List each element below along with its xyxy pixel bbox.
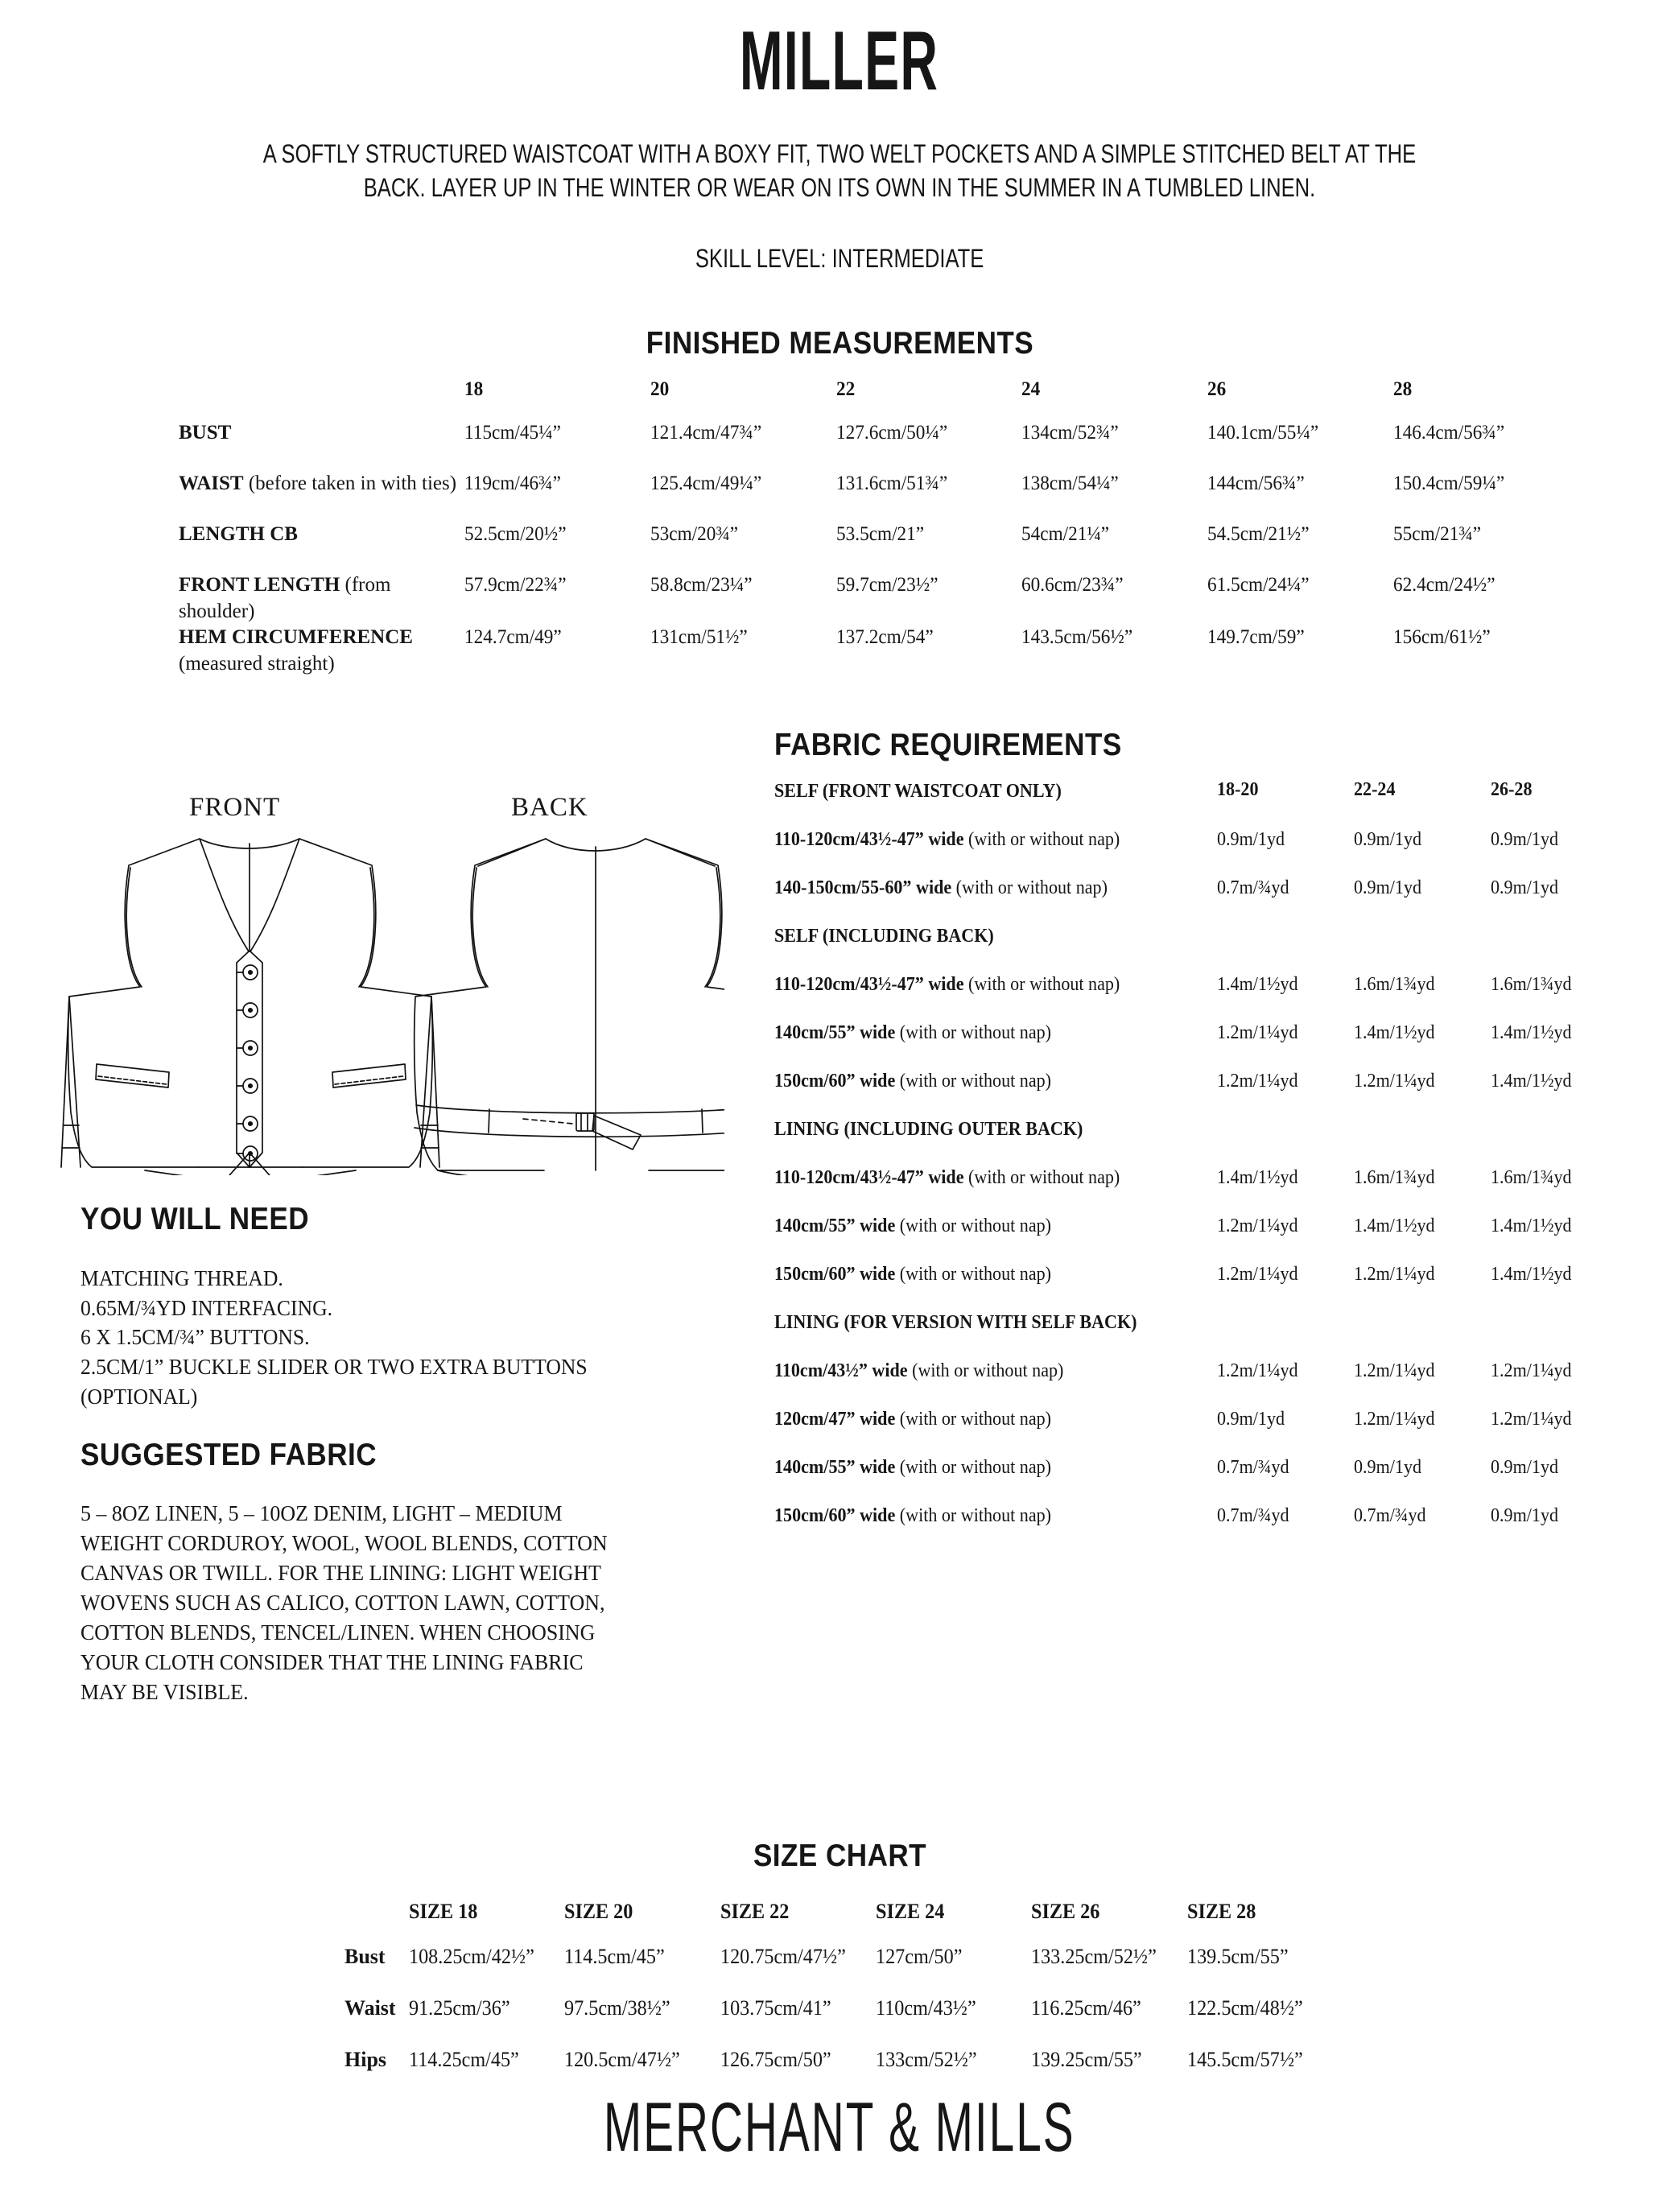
table-cell: 1.4m/1½yd bbox=[1491, 1215, 1572, 1236]
column-header: 22 bbox=[835, 378, 855, 400]
column-header: 22-24 bbox=[1354, 779, 1396, 800]
table-cell: 0.7m/¾yd bbox=[1354, 1505, 1426, 1526]
page-title bbox=[0, 14, 1679, 108]
table-cell: 139.25cm/55” bbox=[1031, 2048, 1142, 2071]
table-row bbox=[774, 1069, 1627, 1117]
size-chart-heading: SIZE CHART bbox=[753, 1839, 926, 1873]
table-cell: 145.5cm/57½” bbox=[1186, 2048, 1303, 2071]
row-label: 150cm/60” wide (with or without nap) bbox=[774, 1505, 1052, 1526]
table-cell: 1.2m/1¼yd bbox=[1217, 1360, 1298, 1381]
row-label: LENGTH CB bbox=[179, 523, 298, 545]
suggested-fabric-heading: SUGGESTED FABRIC bbox=[80, 1438, 377, 1472]
table-cell: 61.5cm/24¼” bbox=[1207, 574, 1310, 596]
table-cell: 0.7m/¾yd bbox=[1217, 877, 1289, 898]
table-cell: 116.25cm/46” bbox=[1031, 1996, 1142, 2020]
table-cell: 62.4cm/24½” bbox=[1393, 574, 1495, 596]
table-cell: 139.5cm/55” bbox=[1186, 1945, 1289, 1968]
table-cell: 0.7m/¾yd bbox=[1217, 1505, 1289, 1526]
table-cell: 1.4m/1½yd bbox=[1491, 1071, 1572, 1092]
column-header: SIZE 26 bbox=[1031, 1900, 1100, 1923]
table-row bbox=[344, 1996, 1343, 2048]
table-cell: 125.4cm/49¼” bbox=[650, 473, 761, 494]
table-cell: 122.5cm/48½” bbox=[1186, 1996, 1303, 2020]
table-row bbox=[179, 625, 1579, 677]
table-cell: 1.6m/1¾yd bbox=[1491, 1167, 1572, 1188]
table-cell: 146.4cm/56¾” bbox=[1393, 422, 1505, 444]
table-cell: 114.25cm/45” bbox=[409, 2048, 519, 2071]
right-welt-pocket bbox=[332, 1064, 406, 1087]
table-cell: 131cm/51½” bbox=[650, 626, 748, 648]
front-view-illustration bbox=[61, 839, 439, 1175]
back-view-label: BACK bbox=[511, 793, 588, 822]
row-label: 140cm/55” wide (with or without nap) bbox=[774, 1457, 1052, 1478]
left-welt-pocket bbox=[96, 1064, 169, 1087]
table-cell: 1.2m/1¼yd bbox=[1217, 1215, 1298, 1236]
table-cell: 1.2m/1¼yd bbox=[1354, 1409, 1435, 1430]
technical-drawings bbox=[56, 793, 724, 1139]
group-label: SELF (INCLUDING BACK) bbox=[774, 926, 994, 947]
column-header: 18 bbox=[464, 378, 484, 400]
table-header-row bbox=[344, 1900, 1343, 1945]
table-cell: 134cm/52¾” bbox=[1021, 422, 1120, 444]
column-header: SIZE 28 bbox=[1186, 1900, 1256, 1923]
suggested-fabric-body bbox=[80, 1499, 644, 1707]
row-label: 110-120cm/43½-47” wide (with or without nap) bbox=[774, 1167, 1120, 1188]
group-label: LINING (INCLUDING OUTER BACK) bbox=[774, 1119, 1083, 1140]
finished-measurements-heading: FINISHED MEASUREMENTS bbox=[646, 326, 1033, 361]
table-cell: 1.2m/1¼yd bbox=[1217, 1071, 1298, 1092]
group-header-row bbox=[774, 1310, 1627, 1359]
table-cell: 1.4m/1½yd bbox=[1217, 1167, 1298, 1188]
table-cell: 0.9m/1yd bbox=[1354, 829, 1422, 850]
row-label: Hips bbox=[344, 2048, 387, 2071]
table-cell: 1.4m/1½yd bbox=[1491, 1022, 1572, 1043]
table-cell: 114.5cm/45” bbox=[564, 1945, 666, 1968]
table-cell: 59.7cm/23½” bbox=[835, 574, 939, 596]
table-cell: 55cm/21¾” bbox=[1393, 523, 1482, 545]
table-cell: 1.6m/1¾yd bbox=[1354, 1167, 1435, 1188]
table-cell: 1.6m/1¾yd bbox=[1354, 974, 1435, 995]
table-cell: 133cm/52½” bbox=[876, 2048, 977, 2071]
table-cell: 0.9m/1yd bbox=[1491, 829, 1559, 850]
table-cell: 1.2m/1¼yd bbox=[1491, 1360, 1572, 1381]
table-cell: 60.6cm/23¾” bbox=[1021, 574, 1124, 596]
row-label: 150cm/60” wide (with or without nap) bbox=[774, 1071, 1052, 1092]
row-label: 110cm/43½” wide (with or without nap) bbox=[774, 1360, 1064, 1381]
table-cell: 121.4cm/47¾” bbox=[650, 422, 761, 444]
corner-cell bbox=[344, 1900, 409, 1945]
belt-buckle bbox=[576, 1113, 594, 1131]
table-row bbox=[774, 1407, 1627, 1455]
front-view-label: FRONT bbox=[189, 793, 281, 822]
row-label: Bust bbox=[344, 1945, 386, 1968]
row-label: Waist bbox=[344, 1996, 396, 2020]
table-cell: 1.6m/1¾yd bbox=[1491, 974, 1572, 995]
product-description-text: A SOFTLY STRUCTURED WAISTCOAT WITH A BOXY FIT, TWO WELT POCKETS AND A SIMPLE STITCHED BELT AT THE BACK. LAYER UP IN THE WINTER OR WEAR ON ITS OWN IN THE SUMMER IN A TUMBLED LINEN. bbox=[262, 139, 1417, 203]
column-header: 24 bbox=[1021, 378, 1041, 400]
table-cell: 127cm/50” bbox=[876, 1945, 963, 1968]
table-cell: 138cm/54¼” bbox=[1021, 473, 1120, 494]
product-description bbox=[101, 137, 1578, 204]
table-cell: 156cm/61½” bbox=[1393, 626, 1491, 648]
table-cell: 54.5cm/21½” bbox=[1207, 523, 1310, 545]
skill-level bbox=[0, 244, 1679, 274]
table-cell: 108.25cm/42½” bbox=[409, 1945, 534, 1968]
table-cell: 0.7m/¾yd bbox=[1217, 1457, 1289, 1478]
row-label: 110-120cm/43½-47” wide (with or without nap) bbox=[774, 974, 1120, 995]
table-cell: 1.4m/1½yd bbox=[1491, 1264, 1572, 1285]
front-buttons bbox=[237, 965, 258, 1161]
table-row bbox=[179, 522, 1579, 572]
list-item: 0.65M/¾YD INTERFACING. bbox=[80, 1295, 333, 1320]
table-cell: 150.4cm/59¼” bbox=[1393, 473, 1505, 494]
table-row bbox=[774, 1504, 1627, 1552]
brand-footer bbox=[0, 2088, 1679, 2168]
column-header: 28 bbox=[1393, 378, 1413, 400]
group-header-row bbox=[774, 779, 1627, 827]
table-cell: 0.9m/1yd bbox=[1491, 877, 1559, 898]
table-cell: 137.2cm/54” bbox=[835, 626, 934, 648]
table-cell: 144cm/56¾” bbox=[1207, 473, 1306, 494]
table-row bbox=[774, 1455, 1627, 1504]
suggested-fabric-text: 5 – 8OZ LINEN, 5 – 10OZ DENIM, LIGHT – MEDIUM WEIGHT CORDUROY, WOOL, WOOL BLENDS, COTTON CANVAS OR TWILL. FOR THE LINING: LIGHT WEIGHT WOVENS SUCH AS CALICO, COTTON LAWN, COTTON, COTTON BLENDS, TENCEL/LINEN. WHEN CHOOSING YOUR CLOTH CONSIDER THAT THE LINING FABRIC MAY BE VISIBLE. bbox=[80, 1501, 608, 1704]
you-will-need-list bbox=[80, 1264, 692, 1412]
row-label: 150cm/60” wide (with or without nap) bbox=[774, 1264, 1052, 1285]
table-cell: 120.5cm/47½” bbox=[564, 2048, 681, 2071]
table-cell: 1.2m/1¼yd bbox=[1354, 1360, 1435, 1381]
column-header: 26 bbox=[1207, 378, 1227, 400]
table-row bbox=[774, 1359, 1627, 1407]
brand-name: MERCHANT & MILLS bbox=[604, 2089, 1075, 2166]
finished-measurements-table bbox=[0, 377, 1679, 677]
row-label: 140cm/55” wide (with or without nap) bbox=[774, 1022, 1052, 1043]
table-cell: 110cm/43½” bbox=[876, 1996, 976, 2020]
row-label: BUST bbox=[179, 422, 232, 444]
fabric-requirements-heading: FABRIC REQUIREMENTS bbox=[774, 728, 1122, 762]
skill-level-text: SKILL LEVEL: INTERMEDIATE bbox=[695, 244, 984, 273]
table-cell: 131.6cm/51¾” bbox=[835, 473, 947, 494]
waistcoat-line-drawings bbox=[56, 829, 724, 1175]
row-label: 140cm/55” wide (with or without nap) bbox=[774, 1215, 1052, 1236]
table-cell: 0.9m/1yd bbox=[1354, 877, 1422, 898]
table-row bbox=[774, 876, 1627, 924]
table-cell: 54cm/21¼” bbox=[1021, 523, 1110, 545]
back-view-illustration bbox=[415, 839, 724, 1175]
table-cell: 91.25cm/36” bbox=[409, 1996, 510, 2020]
table-cell: 97.5cm/38½” bbox=[564, 1996, 671, 2020]
table-cell: 0.9m/1yd bbox=[1217, 1409, 1285, 1430]
table-row bbox=[774, 1021, 1627, 1069]
table-cell: 124.7cm/49” bbox=[464, 626, 562, 648]
column-header: SIZE 22 bbox=[720, 1900, 790, 1923]
fabric-requirements-table bbox=[774, 779, 1627, 1552]
table-row bbox=[774, 972, 1627, 1021]
table-cell: 0.9m/1yd bbox=[1354, 1457, 1422, 1478]
table-cell: 1.4m/1½yd bbox=[1217, 974, 1298, 995]
table-cell: 53cm/20¾” bbox=[650, 523, 738, 545]
table-cell: 57.9cm/22¾” bbox=[464, 574, 567, 596]
column-header: 18-20 bbox=[1217, 779, 1259, 800]
list-item: 2.5CM/1” BUCKLE SLIDER OR TWO EXTRA BUTTONS bbox=[80, 1355, 588, 1380]
page-title-text: MILLER bbox=[740, 14, 939, 108]
table-cell: 115cm/45¼” bbox=[464, 422, 561, 444]
table-cell: 52.5cm/20½” bbox=[464, 523, 567, 545]
list-item: 6 X 1.5CM/¾” BUTTONS. bbox=[80, 1325, 310, 1350]
table-row bbox=[179, 420, 1579, 471]
table-cell: 1.2m/1¼yd bbox=[1217, 1022, 1298, 1043]
table-cell: 119cm/46¾” bbox=[464, 473, 561, 494]
table-row bbox=[344, 1945, 1343, 1996]
table-cell: 140.1cm/55¼” bbox=[1207, 422, 1319, 444]
group-label: LINING (FOR VERSION WITH SELF BACK) bbox=[774, 1312, 1137, 1333]
row-label: HEM CIRCUMFERENCE (measured straight) bbox=[179, 626, 413, 675]
table-header-row bbox=[179, 377, 1579, 420]
table-cell: 127.6cm/50¼” bbox=[835, 422, 947, 444]
table-row bbox=[774, 1166, 1627, 1214]
group-header-row bbox=[774, 1117, 1627, 1166]
row-label: FRONT LENGTH (from shoulder) bbox=[179, 574, 391, 622]
table-cell: 0.9m/1yd bbox=[1491, 1457, 1559, 1478]
table-cell: 1.2m/1¼yd bbox=[1217, 1264, 1298, 1285]
row-label: WAIST (before taken in with ties) bbox=[179, 473, 457, 494]
row-label: 140-150cm/55-60” wide (with or without nap) bbox=[774, 877, 1108, 898]
table-cell: 126.75cm/50” bbox=[720, 2048, 831, 2071]
table-cell: 0.9m/1yd bbox=[1217, 829, 1285, 850]
table-cell: 1.2m/1¼yd bbox=[1354, 1071, 1435, 1092]
table-cell: 149.7cm/59” bbox=[1207, 626, 1306, 648]
table-cell: 133.25cm/52½” bbox=[1031, 1945, 1157, 1968]
table-cell: 0.9m/1yd bbox=[1491, 1505, 1559, 1526]
column-header: SIZE 18 bbox=[409, 1900, 478, 1923]
size-chart-table bbox=[0, 1900, 1679, 2099]
column-header: SIZE 24 bbox=[876, 1900, 945, 1923]
list-item: MATCHING THREAD. bbox=[80, 1266, 283, 1290]
column-header: 20 bbox=[650, 378, 669, 400]
group-label: SELF (FRONT WAISTCOAT ONLY) bbox=[774, 781, 1062, 802]
table-cell: 103.75cm/41” bbox=[720, 1996, 831, 2020]
table-row bbox=[774, 1262, 1627, 1310]
table-row bbox=[179, 572, 1579, 625]
list-item: (OPTIONAL) bbox=[80, 1384, 198, 1409]
table-cell: 53.5cm/21” bbox=[835, 523, 924, 545]
table-cell: 143.5cm/56½” bbox=[1021, 626, 1133, 648]
table-cell: 58.8cm/23¼” bbox=[650, 574, 753, 596]
table-cell: 1.4m/1½yd bbox=[1354, 1215, 1435, 1236]
row-label: 110-120cm/43½-47” wide (with or without nap) bbox=[774, 829, 1120, 850]
column-header: SIZE 20 bbox=[564, 1900, 633, 1923]
row-label: 120cm/47” wide (with or without nap) bbox=[774, 1409, 1052, 1430]
table-row bbox=[179, 471, 1579, 522]
table-row bbox=[774, 1214, 1627, 1262]
group-header-row bbox=[774, 924, 1627, 972]
you-will-need-heading: YOU WILL NEED bbox=[80, 1202, 310, 1236]
table-row bbox=[774, 827, 1627, 876]
corner-cell bbox=[179, 377, 464, 420]
table-cell: 1.4m/1½yd bbox=[1354, 1022, 1435, 1043]
table-cell: 1.2m/1¼yd bbox=[1491, 1409, 1572, 1430]
table-cell: 1.2m/1¼yd bbox=[1354, 1264, 1435, 1285]
column-header: 26-28 bbox=[1491, 779, 1533, 800]
table-cell: 120.75cm/47½” bbox=[720, 1945, 846, 1968]
